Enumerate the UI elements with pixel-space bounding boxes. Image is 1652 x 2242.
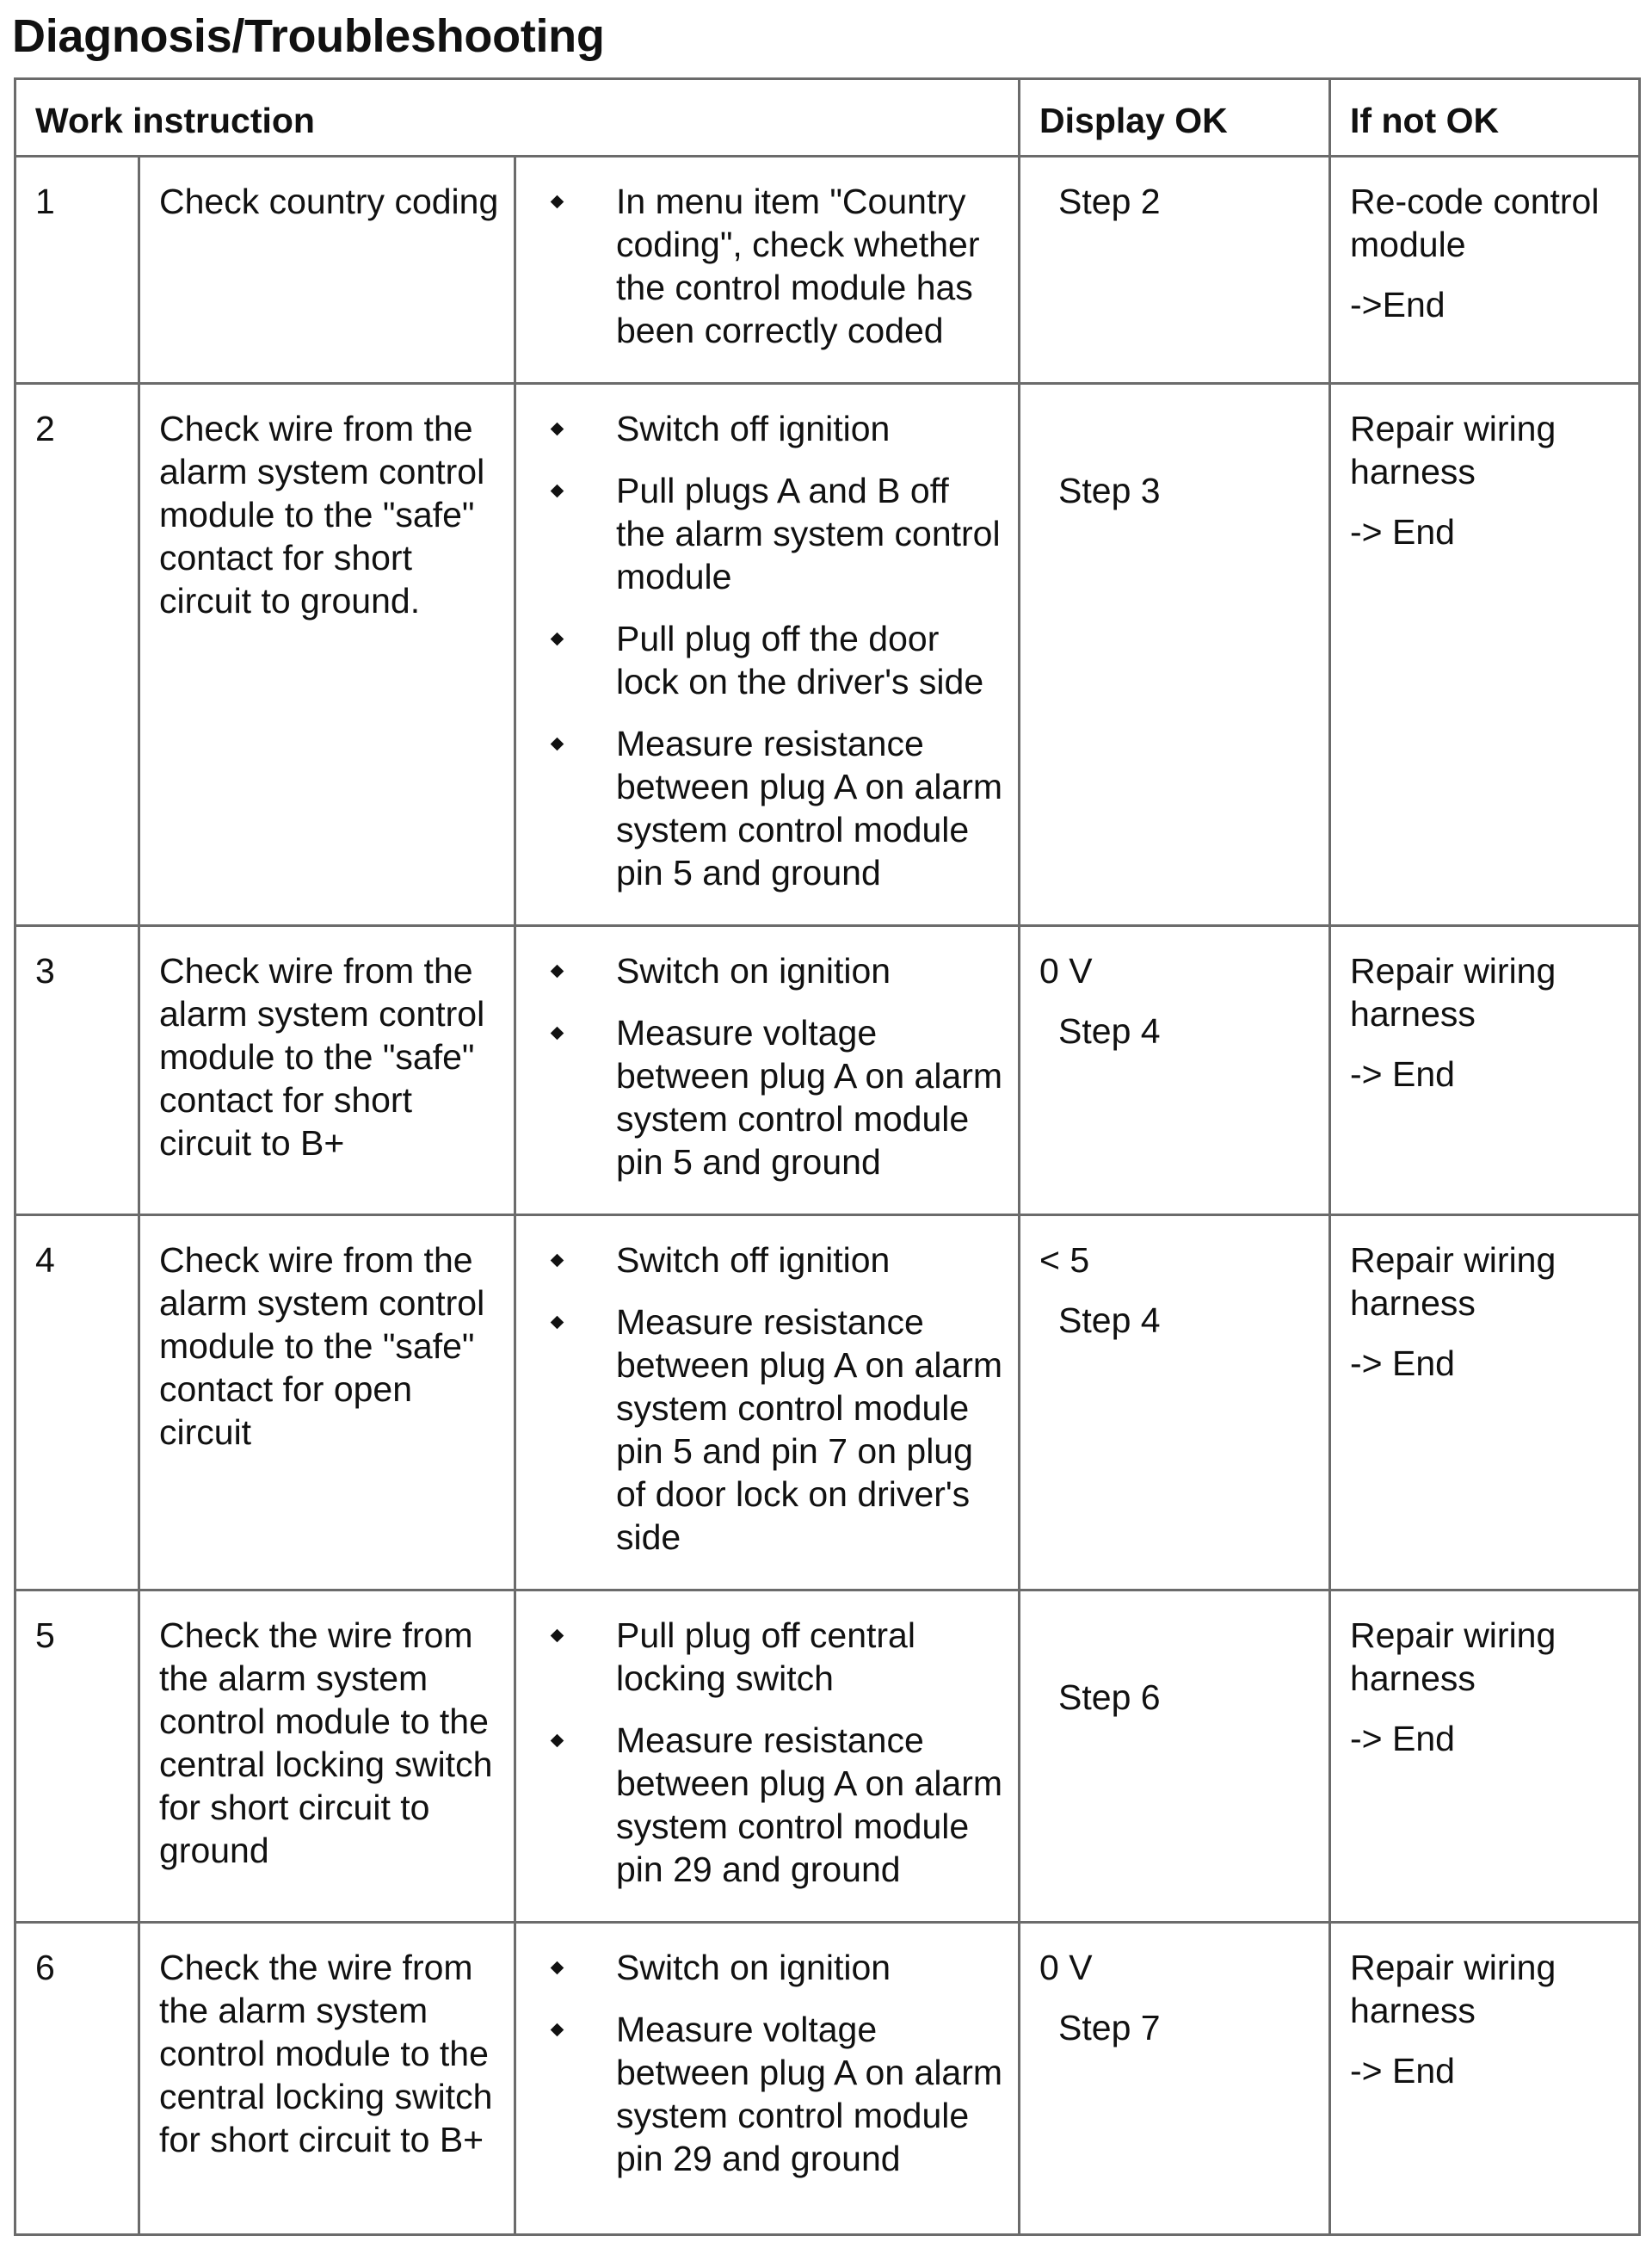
step-number: 4 [15,1215,139,1590]
repair-action: Repair wiring harness [1350,409,1556,491]
table-row [15,1923,1640,2235]
header-work-instruction: Work instruction [15,79,1020,157]
action-item: In menu item "Country coding", check whether the control module has been correctly coded [533,180,1008,352]
step-task: Check country coding [139,157,515,384]
diamond-bullet-icon [551,485,564,498]
step-actions [515,1590,1020,1923]
display-ok-cell [1020,384,1330,926]
if-not-ok-cell [1330,1923,1640,2235]
end-marker: -> End [1350,1054,1455,1094]
step-number: 5 [15,1590,139,1923]
end-marker: -> End [1350,512,1455,552]
header-row [15,79,1640,157]
step-actions [515,157,1020,384]
if-not-ok-cell [1330,384,1640,926]
diamond-bullet-icon [551,1629,564,1643]
diamond-bullet-icon [551,1316,564,1330]
end-marker: -> End [1350,1343,1455,1383]
repair-action: Repair wiring harness [1350,1240,1556,1323]
diamond-bullet-icon [551,738,564,751]
action-item: Measure voltage between plug A on alarm system control module pin 29 and ground [533,2008,1008,2180]
action-item: Switch off ignition [533,1238,1008,1282]
display-ok-cell [1020,1215,1330,1590]
end-marker: -> End [1350,1719,1455,1758]
display-ok-cell [1020,1923,1330,2235]
step-task: Check wire from the alarm system control module to the "safe" contact for open circuit [139,1215,515,1590]
action-item: Pull plugs A and B off the alarm system control module [533,469,1008,598]
diamond-bullet-icon [551,1254,564,1268]
end-marker: -> End [1350,2051,1455,2091]
end-marker: ->End [1350,285,1446,324]
action-item: Switch on ignition [533,1946,1008,1989]
diamond-bullet-icon [551,1734,564,1748]
step-actions [515,926,1020,1215]
action-item: Measure voltage between plug A on alarm system control module pin 5 and ground [533,1011,1008,1183]
header-if-not-ok: If not OK [1330,79,1640,157]
if-not-ok-cell [1330,157,1640,384]
action-item: Switch on ignition [533,949,1008,992]
diamond-bullet-icon [551,423,564,436]
table-row [15,1590,1640,1923]
if-not-ok-cell [1330,926,1640,1215]
diamond-bullet-icon [551,1027,564,1041]
step-task: Check wire from the alarm system control module to the "safe" contact for short circuit to ground. [139,384,515,926]
step-actions [515,1923,1020,2235]
step-actions [515,384,1020,926]
repair-action: Repair wiring harness [1350,951,1556,1034]
step-task: Check the wire from the alarm system control module to the central locking switch for short circuit to B+ [139,1923,515,2235]
next-step: Step 4 [1058,1011,1161,1051]
diamond-bullet-icon [551,2023,564,2037]
step-number: 3 [15,926,139,1215]
header-display-ok: Display OK [1020,79,1330,157]
action-item: Measure resistance between plug A on alarm system control module pin 29 and ground [533,1719,1008,1891]
if-not-ok-cell [1330,1215,1640,1590]
troubleshooting-table [14,77,1641,2236]
table-row [15,926,1640,1215]
action-item: Measure resistance between plug A on alarm system control module pin 5 and ground [533,722,1008,894]
next-step: Step 7 [1058,2008,1161,2047]
step-number: 1 [15,157,139,384]
display-ok-cell [1020,157,1330,384]
diamond-bullet-icon [551,965,564,979]
expected-value: < 5 [1039,1240,1090,1280]
next-step: Step 4 [1058,1300,1161,1340]
page-title: Diagnosis/Troubleshooting [12,10,605,62]
action-item: Measure resistance between plug A on alarm system control module pin 5 and pin 7 on plug of door lock on driver's side [533,1300,1008,1559]
diamond-bullet-icon [551,195,564,209]
diamond-bullet-icon [551,633,564,646]
table-row [15,384,1640,926]
step-number: 2 [15,384,139,926]
diamond-bullet-icon [551,1961,564,1975]
step-task: Check wire from the alarm system control module to the "safe" contact for short circuit to B+ [139,926,515,1215]
repair-action: Re-code control module [1350,182,1600,264]
next-step: Step 2 [1058,182,1161,221]
step-number: 6 [15,1923,139,2235]
display-ok-cell [1020,1590,1330,1923]
action-item: Pull plug off the door lock on the driver's side [533,617,1008,703]
display-ok-cell [1020,926,1330,1215]
repair-action: Repair wiring harness [1350,1615,1556,1698]
expected-value: 0 V [1039,951,1093,991]
next-step: Step 6 [1058,1677,1161,1717]
action-item: Switch off ignition [533,407,1008,450]
action-item: Pull plug off central locking switch [533,1614,1008,1700]
next-step: Step 3 [1058,471,1161,510]
step-actions [515,1215,1020,1590]
if-not-ok-cell [1330,1590,1640,1923]
repair-action: Repair wiring harness [1350,1948,1556,2030]
expected-value: 0 V [1039,1948,1093,1987]
table-row [15,157,1640,384]
step-task: Check the wire from the alarm system control module to the central locking switch for short circuit to ground [139,1590,515,1923]
table-row [15,1215,1640,1590]
